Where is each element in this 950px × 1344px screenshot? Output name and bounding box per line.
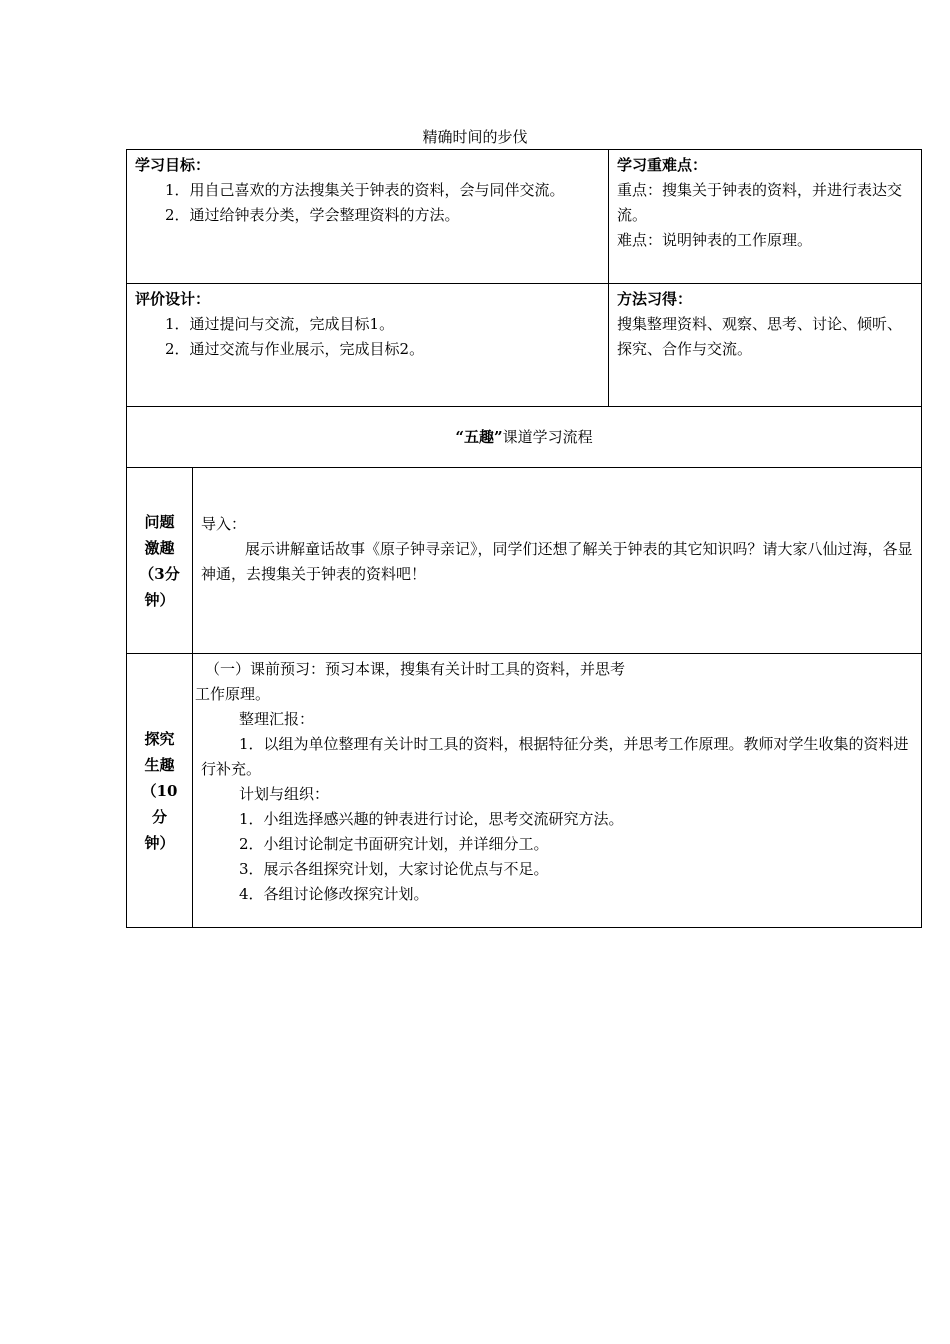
key-points-difficulty: 难点：说明钟表的工作原理。: [617, 231, 813, 249]
stage2-preview-line1: （一）课前预习：预习本课，搜集有关计时工具的资料，并思考: [205, 660, 626, 678]
lesson-plan-table: [126, 149, 922, 928]
evaluation-heading: 评价设计：: [135, 290, 211, 308]
methods-text: 搜集整理资料、观察、思考、讨论、倾听、探究、合作与交流。: [617, 315, 903, 358]
flow-header-rest: 课道学习流程: [502, 427, 593, 446]
stage2-plan-item-1: 1．小组选择感兴趣的钟表进行讨论，思考交流研究方法。: [239, 810, 624, 828]
methods-heading: 方法习得：: [617, 290, 693, 308]
methods-cell: [609, 284, 922, 407]
document-title: 精确时间的步伐: [422, 128, 528, 146]
stage2-plan-item-2: 2．小组讨论制定书面研究计划，并详细分工。: [239, 835, 549, 853]
key-points-cell: [609, 150, 922, 284]
flow-header-quoted: “五趣”: [455, 427, 503, 446]
stage2-label-line3: （10: [141, 781, 178, 800]
stage1-label-line4: 钟）: [144, 590, 175, 609]
flow-header-cell: [127, 407, 922, 468]
stage1-label-line1: 问题: [144, 512, 175, 531]
stage2-label-line1: 探究: [144, 729, 175, 748]
objectives-row: [127, 150, 922, 284]
stage2-plan-item-4: 4．各组讨论修改探究计划。: [239, 885, 429, 903]
objectives-heading: 学习目标：: [135, 156, 211, 174]
evaluation-row: [127, 284, 922, 407]
stage2-label-line5: 钟）: [144, 833, 175, 852]
stage2-report-heading: 整理汇报：: [239, 710, 315, 728]
evaluation-item-2: 2．通过交流与作业展示，完成目标2。: [165, 340, 425, 358]
stage2-label: [127, 654, 193, 928]
stage1-label-line2: 激趣: [144, 538, 175, 557]
stage2-plan-heading: 计划与组织：: [239, 785, 330, 803]
evaluation-item-1: 1．通过提问与交流，完成目标1。: [165, 315, 395, 333]
stage1-intro: 导入：: [201, 515, 247, 533]
key-points-focus: 重点：搜集关于钟表的资料，并进行表达交流。: [617, 181, 903, 224]
stage1-label: [127, 468, 193, 654]
objectives-cell: [127, 150, 609, 284]
stage2-label-line4: 分: [151, 807, 167, 826]
stage2-plan-item-3: 3．展示各组探究计划，大家讨论优点与不足。: [239, 860, 549, 878]
stage2-report-item: 1．以组为单位整理有关计时工具的资料，根据特征分类，并思考工作原理。教师对学生收集的资料进行补充。: [201, 735, 909, 778]
stage1-text: 展示讲解童话故事《原子钟寻亲记》，同学们还想了解关于钟表的其它知识吗？请大家八仙过海，各显神通，去搜集关于钟表的资料吧！: [201, 540, 913, 583]
objective-item-2: 2．通过给钟表分类，学会整理资料的方法。: [165, 206, 460, 224]
stage2-label-line2: 生趣: [144, 755, 175, 774]
stage2-row: [127, 654, 922, 928]
stage1-row: [127, 468, 922, 654]
flow-header-row: [127, 407, 922, 468]
evaluation-cell: [127, 284, 609, 407]
stage2-preview-line2: 工作原理。: [195, 685, 271, 703]
stage1-content: [193, 468, 922, 654]
stage2-content: [193, 654, 922, 928]
stage1-label-line3: （3分: [139, 564, 180, 583]
objective-item-1: 1．用自己喜欢的方法搜集关于钟表的资料，会与同伴交流。: [165, 181, 565, 199]
key-points-heading: 学习重难点：: [617, 156, 708, 174]
